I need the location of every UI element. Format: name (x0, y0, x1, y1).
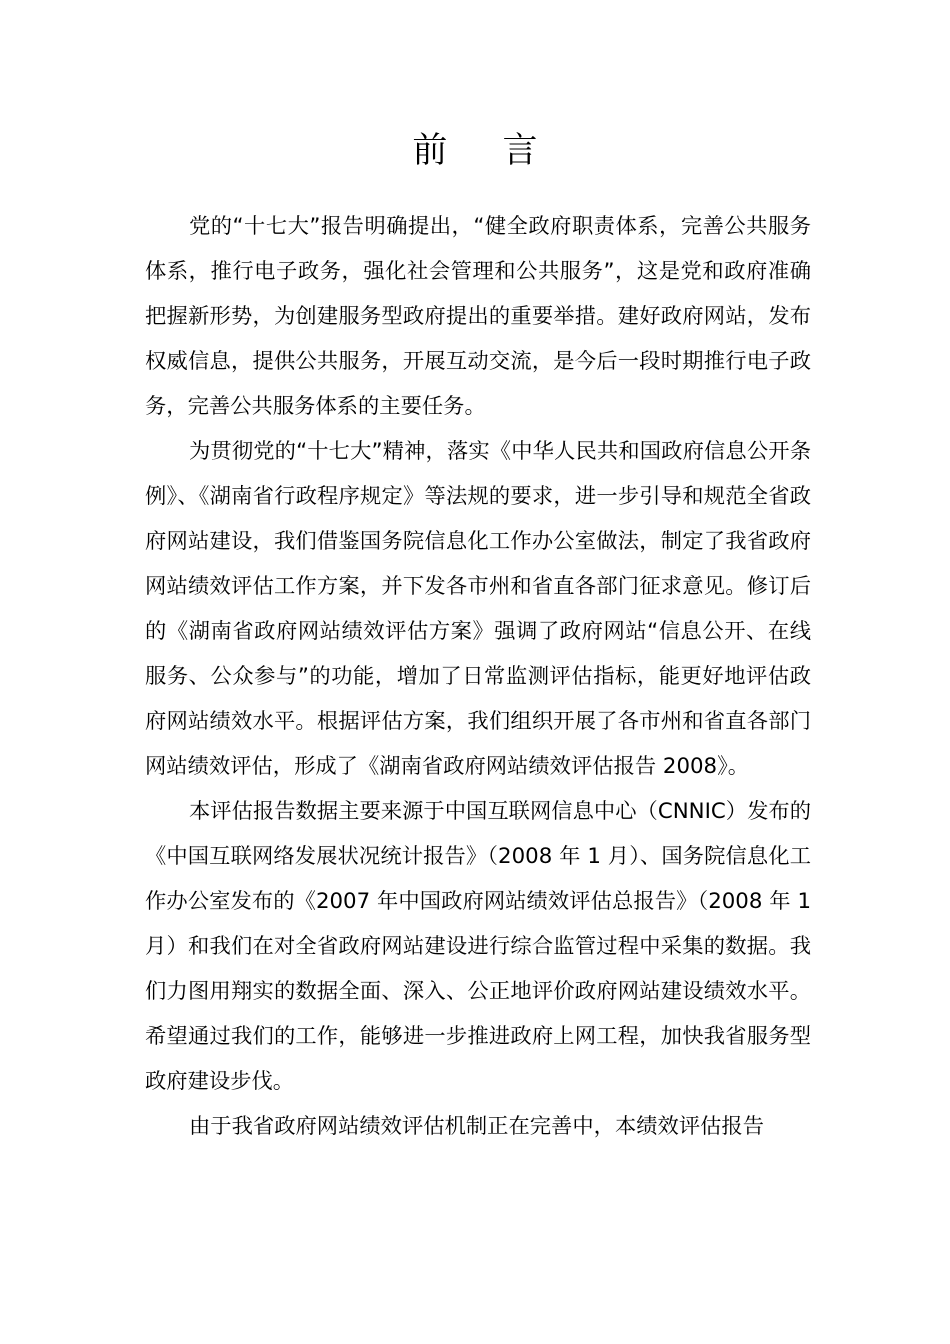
paragraph-4: 由于我省政府网站绩效评估机制正在完善中，本绩效评估报告 (189, 1114, 765, 1139)
paragraph-1: 党的“十七大”报告明确提出，“健全政府职责体系，完善公共服务体系，推行电子政务，强化社会管理和公共服务”，这是党和政府准确把握新形势，为创建服务型政府提出的重要举措。建好政府网站，发布权威信息，提供公共服务，开展互动交流，是今后一段时期推行电子政务，完善公共服务体系的主要任务。 (145, 214, 811, 419)
body-text (145, 204, 811, 1149)
paragraph-3: 本评估报告数据主要来源于中国互联网信息中心（CNNIC）发布的《中国互联网络发展状况统计报告》（2008 年 1 月）、国务院信息化工作办公室发布的《2007 年中国政府网站绩效评估总报告》（2008 年 1 月）和我们在对全省政府网站建设进行综合监管过程中采集的数据。我们力图用翔实的数据全面、深入、公正地评价政府网站建设绩效水平。希望通过我们的工作，能够进一步推进政府上网工程，加快我省服务型政府建设步伐。 (145, 799, 811, 1094)
paragraph-2: 为贯彻党的“十七大”精神，落实《中华人民共和国政府信息公开条例》、《湖南省行政程序规定》等法规的要求，进一步引导和规范全省政府网站建设，我们借鉴国务院信息化工作办公室做法，制定了我省政府网站绩效评估工作方案，并下发各市州和省直各部门征求意见。修订后的《湖南省政府网站绩效评估方案》强调了政府网站“信息公开、在线服务、公众参与”的功能，增加了日常监测评估指标，能更好地评估政府网站绩效水平。根据评估方案，我们组织开展了各市州和省直各部门网站绩效评估，形成了《湖南省政府网站绩效评估报告 2008》。 (145, 439, 811, 779)
page-title: 前 言 (412, 131, 560, 171)
